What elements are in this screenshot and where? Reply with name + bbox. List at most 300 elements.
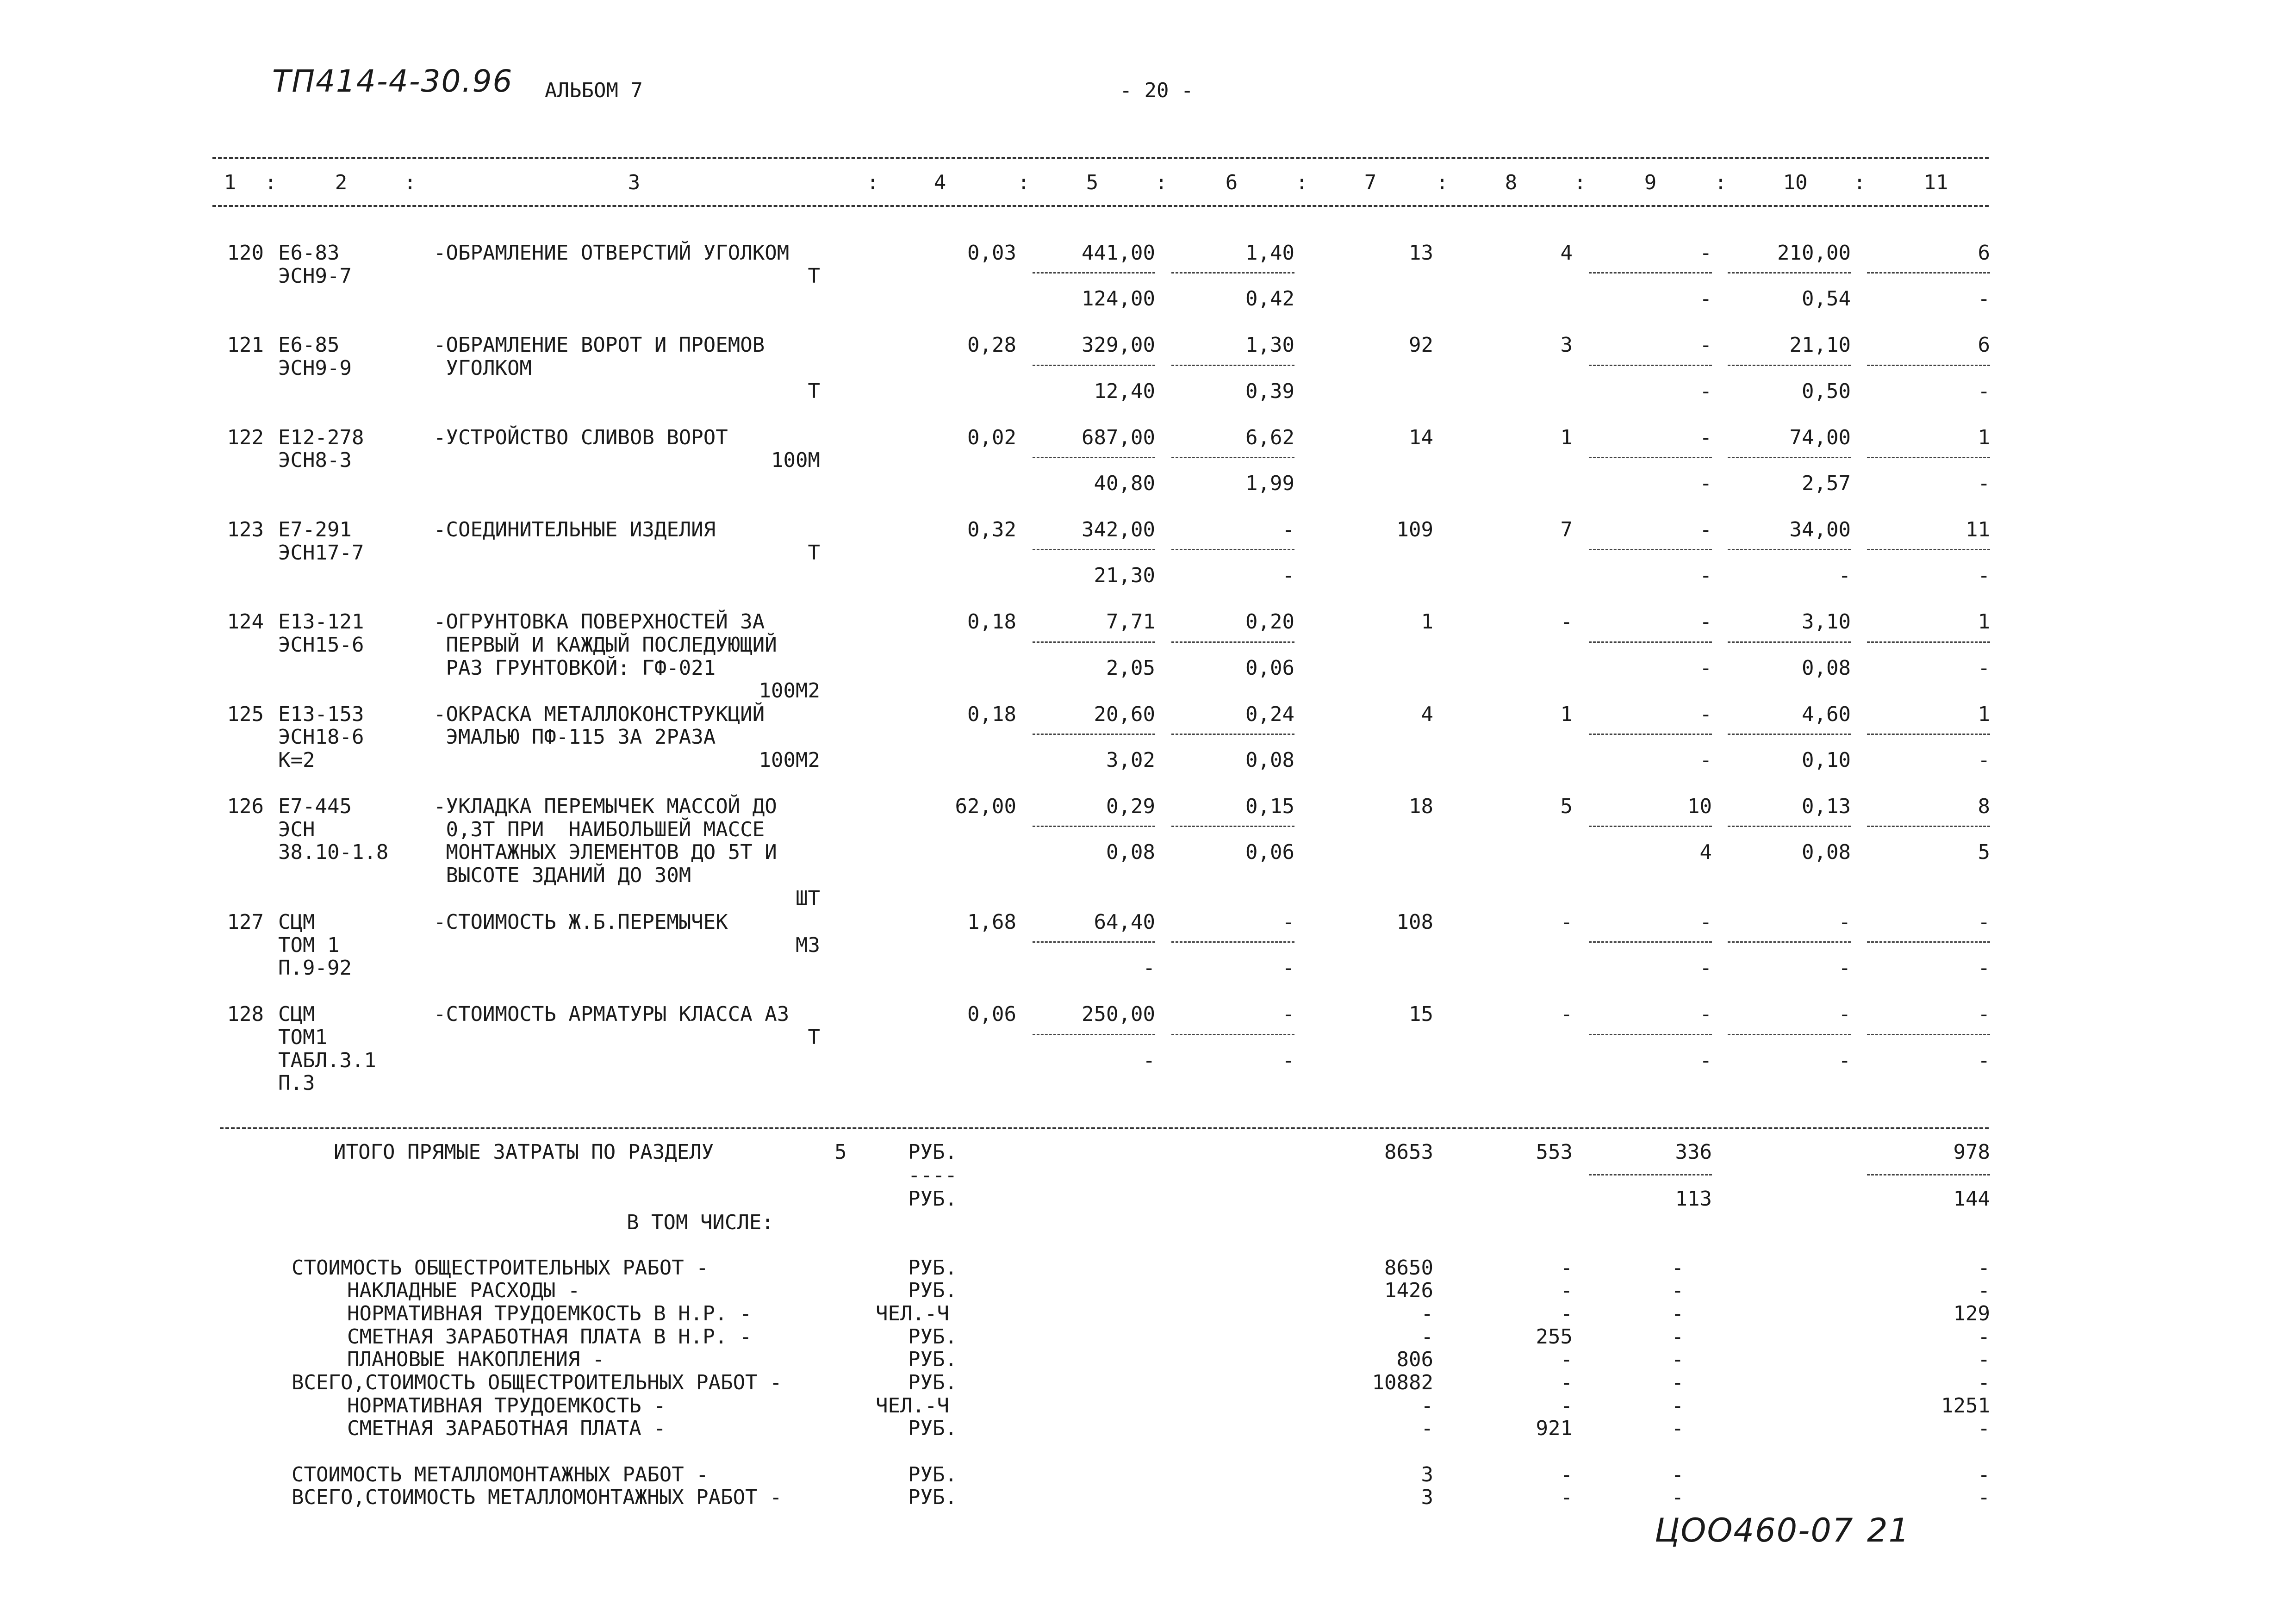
cell-c7: 15 [1409, 1002, 1433, 1026]
cell-c6b: 0,08 [1245, 748, 1294, 772]
norm-code: ТОМ 1 [278, 933, 340, 957]
work-name: -ОГРУНТОВКА ПОВЕРХНОСТЕЙ ЗА [434, 610, 765, 634]
norm-code: Е6-83 [278, 241, 340, 265]
cell-c10: 0,13 [1802, 795, 1851, 818]
totals-c7: 8653 [1384, 1140, 1433, 1164]
cell-c10: - [1838, 1002, 1851, 1026]
summary-unit: РУБ. [908, 1279, 957, 1302]
cell-c7: 108 [1396, 910, 1433, 934]
cell-divider [1033, 734, 1155, 735]
norm-code: Е7-445 [278, 795, 352, 818]
row-number: 127 [227, 910, 264, 934]
cell-c4: 0,03 [967, 241, 1016, 265]
summary-unit: РУБ. [908, 1486, 957, 1509]
column-header: : [1714, 171, 1727, 194]
summary-c8: - [1560, 1256, 1573, 1280]
cell-divider [1171, 1034, 1294, 1035]
column-header: : [264, 171, 277, 194]
cell-c6: 1,40 [1245, 241, 1294, 265]
cell-c7: 18 [1409, 795, 1433, 818]
summary-c11: 129 [1953, 1302, 1990, 1325]
cell-c5b: 12,40 [1094, 379, 1155, 403]
cell-divider [1867, 1034, 1990, 1035]
cell-divider [1867, 641, 1990, 643]
column-header: 1 [224, 171, 236, 194]
work-name: ПЕРВЫЙ И КАЖДЫЙ ПОСЛЕДУЮЩИЙ [434, 633, 777, 657]
cell-divider [1033, 549, 1155, 550]
unit: Т [808, 1026, 820, 1049]
summary-unit: ЧЕЛ.-Ч [876, 1394, 949, 1418]
cell-divider [1171, 457, 1294, 458]
totals-c11: 978 [1953, 1140, 1990, 1164]
norm-code: П.3 [278, 1071, 315, 1095]
cell-c4: 0,06 [967, 1002, 1016, 1026]
summary-c8: - [1560, 1463, 1573, 1486]
column-header: 3 [628, 171, 641, 194]
cell-divider [1589, 941, 1712, 943]
cell-c7: 92 [1409, 333, 1433, 357]
work-name: УГОЛКОМ [434, 356, 532, 380]
column-header: 7 [1364, 171, 1377, 194]
cell-c11: 6 [1978, 333, 1990, 357]
cell-c8: - [1560, 910, 1573, 934]
column-header: : [1295, 171, 1308, 194]
totals-label: ИТОГО ПРЯМЫЕ ЗАТРАТЫ ПО РАЗДЕЛУ [334, 1140, 714, 1164]
summary-unit: ЧЕЛ.-Ч [876, 1302, 949, 1325]
cell-c4: 0,18 [967, 610, 1016, 634]
cell-c7: 1 [1421, 610, 1433, 634]
cell-c10: 21,10 [1789, 333, 1851, 357]
cell-c11: 1 [1978, 703, 1990, 726]
cell-c8: - [1560, 610, 1573, 634]
cell-c4: 0,02 [967, 426, 1016, 449]
summary-c11: - [1978, 1463, 1990, 1486]
cell-c6: - [1282, 1002, 1294, 1026]
summary-c11: 1251 [1941, 1394, 1990, 1418]
cell-c9: - [1699, 610, 1712, 634]
cell-divider [1033, 941, 1155, 943]
cell-c5b: - [1143, 956, 1155, 980]
unit: Т [808, 264, 820, 288]
cell-divider [1867, 272, 1990, 274]
cell-divider [1867, 457, 1990, 458]
unit: Т [808, 541, 820, 565]
row-number: 124 [227, 610, 264, 634]
summary-c7: - [1421, 1417, 1433, 1440]
summary-label: СТОИМОСТЬ МЕТАЛЛОМОНТАЖНЫХ РАБОТ - [292, 1463, 709, 1486]
cell-c11: 6 [1978, 241, 1990, 265]
cell-c5b: 40,80 [1094, 472, 1155, 495]
column-header: 5 [1086, 171, 1099, 194]
cell-c5: 20,60 [1094, 703, 1155, 726]
cell-divider [1589, 457, 1712, 458]
summary-c7: - [1421, 1302, 1433, 1325]
summary-c9: - [1671, 1279, 1684, 1302]
work-name: -ОБРАМЛЕНИЕ ВОРОТ И ПРОЕМОВ [434, 333, 765, 357]
column-header: 8 [1505, 171, 1518, 194]
cell-c9: - [1699, 333, 1712, 357]
cell-c9: - [1699, 1002, 1712, 1026]
row-number: 126 [227, 795, 264, 818]
cell-c9b: - [1699, 287, 1712, 311]
summary-c9: - [1671, 1325, 1684, 1349]
cell-divider [1867, 826, 1990, 827]
column-header: : [1853, 171, 1866, 194]
cell-c10: 3,10 [1802, 610, 1851, 634]
norm-code: П.9-92 [278, 956, 352, 980]
summary-c8: - [1560, 1348, 1573, 1371]
unit: 100М2 [759, 679, 820, 703]
cell-c9: - [1699, 241, 1712, 265]
cell-c7: 4 [1421, 703, 1433, 726]
totals-dash: ---- [908, 1163, 957, 1187]
cell-c7: 14 [1409, 426, 1433, 449]
cell-divider [1171, 641, 1294, 643]
cell-c5b: 2,05 [1106, 656, 1155, 680]
cell-c8: 7 [1560, 518, 1573, 541]
cell-c11b: 5 [1978, 840, 1990, 864]
unit: 100М2 [759, 748, 820, 772]
cell-divider [1728, 457, 1851, 458]
summary-c8: - [1560, 1486, 1573, 1509]
unit: ШТ [796, 887, 820, 910]
cell-divider [1867, 1174, 1990, 1175]
summary-c9: - [1671, 1394, 1684, 1418]
cell-divider [1867, 549, 1990, 550]
column-header: : [1574, 171, 1587, 194]
cell-divider [1171, 549, 1294, 550]
cell-c7: 13 [1409, 241, 1433, 265]
cell-divider [1867, 734, 1990, 735]
cell-c9: - [1699, 426, 1712, 449]
cell-c6b: 0,06 [1245, 656, 1294, 680]
cell-c5b: - [1143, 1049, 1155, 1072]
cell-c5b: 0,08 [1106, 840, 1155, 864]
cell-c11: 8 [1978, 795, 1990, 818]
cell-c11: - [1978, 1002, 1990, 1026]
summary-c8: - [1560, 1394, 1573, 1418]
cell-c10b: - [1838, 564, 1851, 587]
cell-c5b: 124,00 [1082, 287, 1155, 311]
summary-c7: 10882 [1372, 1371, 1433, 1394]
cell-c9: - [1699, 910, 1712, 934]
norm-code: ЭСН15-6 [278, 633, 364, 657]
summary-c11: - [1978, 1279, 1990, 1302]
summary-c9: - [1671, 1486, 1684, 1509]
sheet-number: 21 [1867, 1511, 1910, 1549]
cell-c10b: 0,08 [1802, 840, 1851, 864]
summary-label: ВСЕГО,СТОИМОСТЬ МЕТАЛЛОМОНТАЖНЫХ РАБОТ - [292, 1486, 782, 1509]
cell-divider [1589, 641, 1712, 643]
summary-c7: 1426 [1384, 1279, 1433, 1302]
cell-c6: - [1282, 910, 1294, 934]
cell-c10: 34,00 [1789, 518, 1851, 541]
summary-unit: РУБ. [908, 1463, 957, 1486]
cell-divider [1589, 365, 1712, 366]
summary-unit: РУБ. [908, 1417, 957, 1440]
norm-code: Е6-85 [278, 333, 340, 357]
column-header: : [404, 171, 417, 194]
cell-c11b: - [1978, 656, 1990, 680]
cell-c8: 5 [1560, 795, 1573, 818]
summary-label: СТОИМОСТЬ ОБЩЕСТРОИТЕЛЬНЫХ РАБОТ - [292, 1256, 709, 1280]
work-name: -УКЛАДКА ПЕРЕМЫЧЕК МАССОЙ ДО [434, 795, 777, 818]
norm-code: ЭСН9-9 [278, 356, 352, 380]
work-name: -ОБРАМЛЕНИЕ ОТВЕРСТИЙ УГОЛКОМ [434, 241, 790, 265]
cell-divider [1728, 549, 1851, 550]
cell-c9b: - [1699, 656, 1712, 680]
cell-divider [1171, 826, 1294, 827]
cell-divider [1171, 941, 1294, 943]
unit: Т [808, 379, 820, 403]
summary-c7: 3 [1421, 1463, 1433, 1486]
summary-label: СМЕТНАЯ ЗАРАБОТНАЯ ПЛАТА В Н.Р. - [347, 1325, 752, 1349]
norm-code: ТОМ1 [278, 1026, 327, 1049]
cell-c9b: - [1699, 379, 1712, 403]
cell-divider [1589, 272, 1712, 274]
column-header: 6 [1225, 171, 1238, 194]
summary-label: НАКЛАДНЫЕ РАСХОДЫ - [347, 1279, 580, 1302]
totals-c9: 336 [1675, 1140, 1712, 1164]
norm-code: ЭСН17-7 [278, 541, 364, 565]
cell-c11: - [1978, 910, 1990, 934]
header-rule-top [212, 157, 1989, 159]
totals-section: 5 [834, 1140, 847, 1164]
norm-code: ЭСН9-7 [278, 264, 352, 288]
cell-c5: 687,00 [1082, 426, 1155, 449]
column-header: : [1155, 171, 1168, 194]
cell-c6: 0,24 [1245, 703, 1294, 726]
work-name: -СОЕДИНИТЕЛЬНЫЕ ИЗДЕЛИЯ [434, 518, 716, 541]
cell-divider [1728, 1034, 1851, 1035]
cell-divider [1033, 641, 1155, 643]
cell-divider [1589, 826, 1712, 827]
cell-c8: 3 [1560, 333, 1573, 357]
cell-c6b: - [1282, 564, 1294, 587]
summary-c11: - [1978, 1256, 1990, 1280]
cell-c4: 62,00 [955, 795, 1016, 818]
cell-c9: - [1699, 703, 1712, 726]
summary-c9: - [1671, 1371, 1684, 1394]
norm-code: СЦМ [278, 910, 315, 934]
cell-c5: 0,29 [1106, 795, 1155, 818]
cell-divider [1171, 734, 1294, 735]
cell-c9b: - [1699, 748, 1712, 772]
cell-divider [1033, 826, 1155, 827]
cell-c6b: 0,42 [1245, 287, 1294, 311]
row-number: 125 [227, 703, 264, 726]
work-name: ЭМАЛЬЮ ПФ-115 ЗА 2РАЗА [434, 725, 716, 749]
norm-code: ЭСН8-3 [278, 448, 352, 472]
album-label: АЛЬБОМ 7 [545, 79, 643, 102]
cell-divider [1728, 365, 1851, 366]
cell-c6b: 0,06 [1245, 840, 1294, 864]
work-name: -УСТРОЙСТВО СЛИВОВ ВОРОТ [434, 426, 728, 449]
row-number: 120 [227, 241, 264, 265]
cell-divider [1033, 272, 1155, 274]
cell-c5b: 21,30 [1094, 564, 1155, 587]
cell-c9b: - [1699, 564, 1712, 587]
cell-c6b: 0,39 [1245, 379, 1294, 403]
cell-c10: - [1838, 910, 1851, 934]
cell-c5: 64,40 [1094, 910, 1155, 934]
summary-label: СМЕТНАЯ ЗАРАБОТНАЯ ПЛАТА - [347, 1417, 666, 1440]
cell-c11b: - [1978, 1049, 1990, 1072]
cell-c10b: 0,10 [1802, 748, 1851, 772]
cell-divider [1867, 365, 1990, 366]
row-number: 128 [227, 1002, 264, 1026]
column-header: 11 [1923, 171, 1948, 194]
row-number: 121 [227, 333, 264, 357]
totals-unit: РУБ. [908, 1140, 957, 1164]
cell-c8: 1 [1560, 703, 1573, 726]
cell-c10b: - [1838, 1049, 1851, 1072]
summary-c11: - [1978, 1371, 1990, 1394]
cell-divider [1033, 365, 1155, 366]
cell-c9b: - [1699, 956, 1712, 980]
totals-c8: 553 [1536, 1140, 1573, 1164]
cell-c9: - [1699, 518, 1712, 541]
cell-c6: 0,15 [1245, 795, 1294, 818]
summary-c11: - [1978, 1486, 1990, 1509]
cell-c10: 210,00 [1777, 241, 1851, 265]
archive-code: ЦОО460-07 [1655, 1511, 1854, 1549]
norm-code: СЦМ [278, 1002, 315, 1026]
cell-c5: 342,00 [1082, 518, 1155, 541]
summary-label: НОРМАТИВНАЯ ТРУДОЕМКОСТЬ В Н.Р. - [347, 1302, 752, 1325]
cell-divider [1171, 365, 1294, 366]
cell-c10b: 0,08 [1802, 656, 1851, 680]
cell-c11: 1 [1978, 426, 1990, 449]
cell-c8: - [1560, 1002, 1573, 1026]
column-header: 2 [335, 171, 348, 194]
column-header: 4 [933, 171, 946, 194]
cell-c4: 0,18 [967, 703, 1016, 726]
column-header: 9 [1644, 171, 1657, 194]
summary-label: ВСЕГО,СТОИМОСТЬ ОБЩЕСТРОИТЕЛЬНЫХ РАБОТ - [292, 1371, 782, 1394]
summary-unit: РУБ. [908, 1348, 957, 1371]
cell-c6: 0,20 [1245, 610, 1294, 634]
cell-c10b: - [1838, 956, 1851, 980]
work-name: -СТОИМОСТЬ Ж.Б.ПЕРЕМЫЧЕК [434, 910, 728, 934]
summary-c8: 255 [1536, 1325, 1573, 1349]
summary-unit: РУБ. [908, 1371, 957, 1394]
cell-divider [1728, 826, 1851, 827]
cell-c4: 0,28 [967, 333, 1016, 357]
work-name: ВЫСОТЕ ЗДАНИЙ ДО 30М [434, 864, 691, 887]
totals-c11b: 144 [1953, 1187, 1990, 1211]
cell-divider [1728, 641, 1851, 643]
cell-c6b: - [1282, 1049, 1294, 1072]
row-number: 122 [227, 426, 264, 449]
norm-code: Е13-153 [278, 703, 364, 726]
summary-c11: - [1978, 1325, 1990, 1349]
cell-c10b: 0,54 [1802, 287, 1851, 311]
cell-c11: 11 [1966, 518, 1990, 541]
summary-c7: 3 [1421, 1486, 1433, 1509]
norm-code: ЭСН [278, 818, 315, 841]
cell-c9b: - [1699, 1049, 1712, 1072]
column-header: 10 [1783, 171, 1808, 194]
in-that-number-label: В ТОМ ЧИСЛЕ: [627, 1211, 774, 1234]
cell-c4: 1,68 [967, 910, 1016, 934]
header-rule-bottom [212, 205, 1989, 207]
cell-divider [1171, 272, 1294, 274]
cell-c11b: - [1978, 379, 1990, 403]
totals-unit: РУБ. [908, 1187, 957, 1211]
doc-code: ТП414-4-30.96 [272, 63, 513, 99]
cell-divider [1033, 1034, 1155, 1035]
cell-c6: 1,30 [1245, 333, 1294, 357]
cell-c5: 7,71 [1106, 610, 1155, 634]
cell-c11b: - [1978, 748, 1990, 772]
summary-c8: 921 [1536, 1417, 1573, 1440]
cell-c6b: - [1282, 956, 1294, 980]
cell-divider [1589, 1174, 1712, 1175]
unit: М3 [796, 933, 820, 957]
cell-divider [1867, 941, 1990, 943]
cell-c8: 1 [1560, 426, 1573, 449]
summary-c11: - [1978, 1417, 1990, 1440]
summary-c9: - [1671, 1417, 1684, 1440]
summary-c8: - [1560, 1302, 1573, 1325]
row-number: 123 [227, 518, 264, 541]
work-name: 0,3Т ПРИ НАИБОЛЬШЕЙ МАССЕ [434, 818, 765, 841]
cell-divider [1589, 1034, 1712, 1035]
summary-c9: - [1671, 1348, 1684, 1371]
cell-c5: 441,00 [1082, 241, 1155, 265]
cell-c6: 6,62 [1245, 426, 1294, 449]
summary-label: НОРМАТИВНАЯ ТРУДОЕМКОСТЬ - [347, 1394, 666, 1418]
work-name: РАЗ ГРУНТОВКОЙ: ГФ-021 [434, 656, 716, 680]
summary-c7: 8650 [1384, 1256, 1433, 1280]
summary-label: ПЛАНОВЫЕ НАКОПЛЕНИЯ - [347, 1348, 605, 1371]
cell-c11: 1 [1978, 610, 1990, 634]
cell-c10b: 0,50 [1802, 379, 1851, 403]
summary-c8: - [1560, 1371, 1573, 1394]
cell-c9b: 4 [1699, 840, 1712, 864]
cell-divider [1728, 272, 1851, 274]
totals-c9b: 113 [1675, 1187, 1712, 1211]
cell-c11b: - [1978, 472, 1990, 495]
cell-c5b: 3,02 [1106, 748, 1155, 772]
cell-c6b: 1,99 [1245, 472, 1294, 495]
cell-divider [1728, 941, 1851, 943]
summary-c9: - [1671, 1256, 1684, 1280]
page-number: - 20 - [1120, 79, 1194, 102]
cell-divider [1589, 734, 1712, 735]
cell-c4: 0,32 [967, 518, 1016, 541]
norm-code: ЭСН18-6 [278, 725, 364, 749]
summary-c9: - [1671, 1463, 1684, 1486]
cell-c9b: - [1699, 472, 1712, 495]
norm-code: 38.10-1.8 [278, 840, 389, 864]
cell-c10: 4,60 [1802, 703, 1851, 726]
summary-c8: - [1560, 1279, 1573, 1302]
summary-c7: - [1421, 1394, 1433, 1418]
cell-divider [1728, 734, 1851, 735]
work-name: -ОКРАСКА МЕТАЛЛОКОНСТРУКЦИЙ [434, 703, 765, 726]
cell-c6: - [1282, 518, 1294, 541]
cell-c11b: - [1978, 956, 1990, 980]
summary-c7: - [1421, 1325, 1433, 1349]
summary-unit: РУБ. [908, 1325, 957, 1349]
summary-c11: - [1978, 1348, 1990, 1371]
cell-c11b: - [1978, 287, 1990, 311]
cell-c10b: 2,57 [1802, 472, 1851, 495]
norm-code: Е7-291 [278, 518, 352, 541]
unit: 100М [771, 448, 820, 472]
